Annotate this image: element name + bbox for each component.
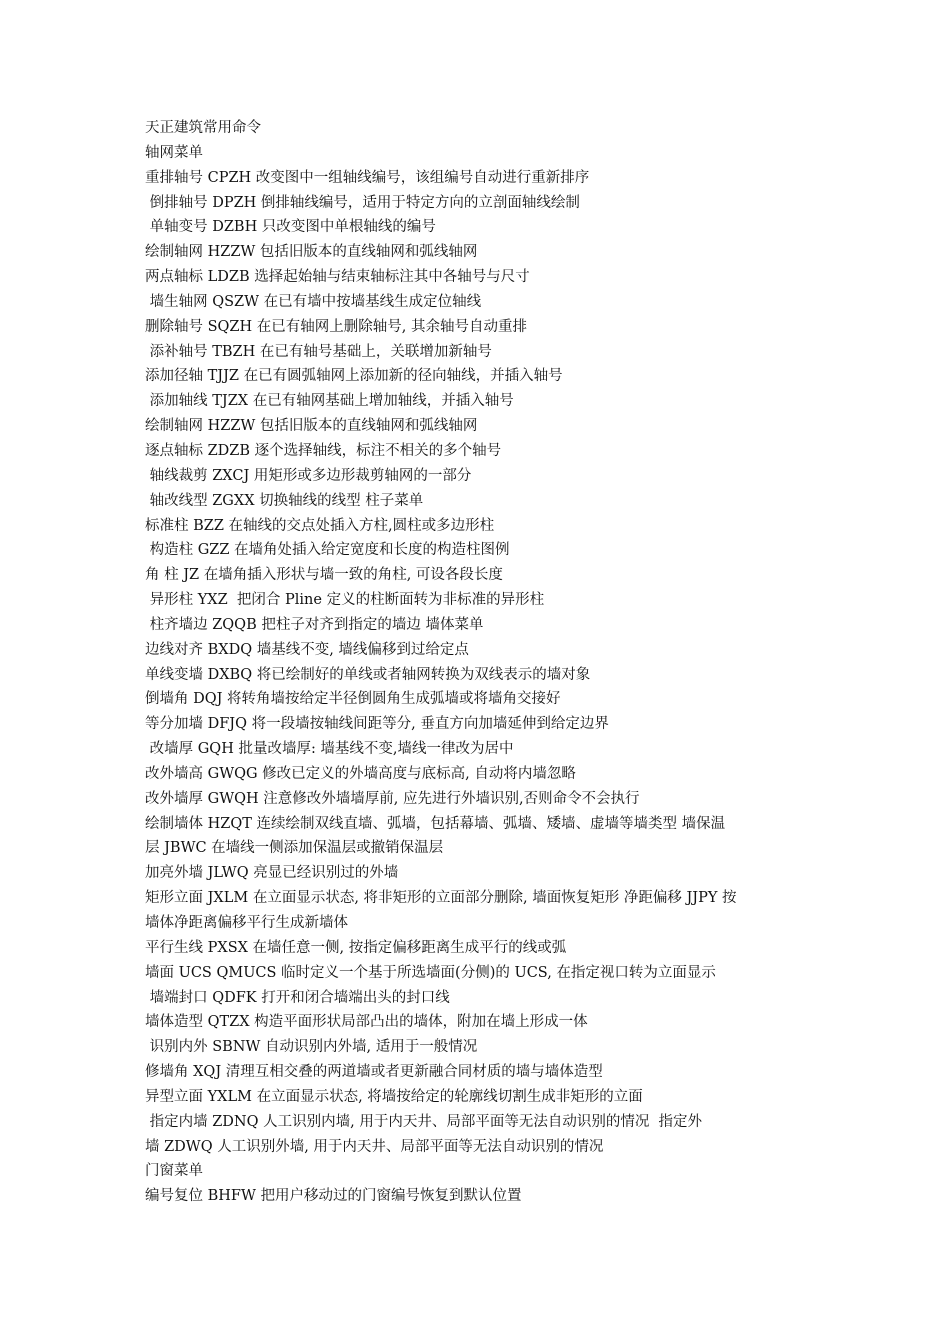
text-line: 墙 ZDWQ 人工识别外墙, 用于内天井、局部平面等无法自动识别的情况 [145, 1138, 604, 1155]
text-line: 倒墙角 DQJ 将转角墙按给定半径倒圆角生成弧墙或将墙角交接好 [145, 691, 561, 708]
text-line: 编号复位 BHFW 把用户移动过的门窗编号恢复到默认位置 [145, 1188, 522, 1205]
text-line: 添加轴线 TJZX 在已有轴网基础上增加轴线，并插入轴号 [145, 393, 514, 410]
text-line: 墙体净距离偏移平行生成新墙体 [145, 915, 348, 931]
text-line: 删除轴号 SQZH 在已有轴网上删除轴号, 其余轴号自动重排 [145, 318, 527, 335]
text-line: 墙体造型 QTZX 构造平面形状局部凸出的墙体，附加在墙上形成一体 [145, 1014, 588, 1031]
text-line: 平行生线 PXSX 在墙任意一侧, 按指定偏移距离生成平行的线或弧 [145, 939, 567, 956]
text-line: 改外墙厚 GWQH 注意修改外墙墙厚前, 应先进行外墙识别,否则命令不会执行 [145, 790, 640, 807]
text-line: 逐点轴标 ZDZB 逐个选择轴线，标注不相关的多个轴号 [145, 442, 502, 459]
text-line: 矩形立面 JXLM 在立面显示状态, 将非矩形的立面部分删除, 墙面恢复矩形 净距偏移 JJPY 按 [145, 890, 737, 907]
section-heading-door-window-menu: 门窗菜单 [145, 1163, 203, 1180]
text-line: 边线对齐 BXDQ 墙基线不变, 墙线偏移到过给定点 [145, 641, 469, 658]
text-line: 绘制轴网 HZZW 包括旧版本的直线轴网和弧线轴网 [145, 244, 478, 261]
text-line: 单轴变号 DZBH 只改变图中单根轴线的编号 [145, 219, 436, 236]
text-line: 倒排轴号 DPZH 倒排轴线编号，适用于特定方向的立剖面轴线绘制 [145, 194, 580, 211]
text-line: 轴改线型 ZGXX 切换轴线的线型 柱子菜单 [145, 492, 424, 509]
text-line: 异形柱 YXZ 把闭合 Pline 定义的柱断面转为非标准的异形柱 [145, 592, 545, 609]
text-line: 标准柱 BZZ 在轴线的交点处插入方柱,圆柱或多边形柱 [145, 517, 495, 534]
text-line: 构造柱 GZZ 在墙角处插入给定宽度和长度的构造柱图例 [145, 542, 510, 559]
text-line: 改墙厚 GQH 批量改墙厚: 墙基线不变,墙线一律改为居中 [145, 741, 514, 758]
text-line: 异型立面 YXLM 在立面显示状态, 将墙按给定的轮廓线切割生成非矩形的立面 [145, 1088, 643, 1105]
document-body [145, 116, 813, 1209]
text-line: 墙端封口 QDFK 打开和闭合墙端出头的封口线 [145, 989, 450, 1006]
section-heading-axis-menu: 轴网菜单 [145, 144, 203, 161]
text-line: 重排轴号 CPZH 改变图中一组轴线编号，该组编号自动进行重新排序 [145, 169, 590, 186]
text-line: 改外墙高 GWQG 修改已定义的外墙高度与底标高, 自动将内墙忽略 [145, 765, 576, 782]
text-line: 加亮外墙 JLWQ 亮显已经识别过的外墙 [145, 865, 399, 882]
text-line: 柱齐墙边 ZQQB 把柱子对齐到指定的墙边 墙体菜单 [145, 616, 484, 633]
text-line: 两点轴标 LDZB 选择起始轴与结束轴标注其中各轴号与尺寸 [145, 269, 530, 286]
text-line: 角 柱 JZ 在墙角插入形状与墙一致的角柱, 可设各段长度 [145, 567, 503, 584]
text-line: 修墙角 XQJ 清理互相交叠的两道墙或者更新融合同材质的墙与墙体造型 [145, 1064, 603, 1081]
text-line: 层 JBWC 在墙线一侧添加保温层或撤销保温层 [145, 840, 444, 857]
text-line: 等分加墙 DFJQ 将一段墙按轴线间距等分, 垂直方向加墙延伸到给定边界 [145, 716, 609, 733]
text-line: 单线变墙 DXBQ 将已绘制好的单线或者轴网转换为双线表示的墙对象 [145, 666, 591, 683]
text-line: 绘制轴网 HZZW 包括旧版本的直线轴网和弧线轴网 [145, 418, 478, 435]
text-line: 墙面 UCS QMUCS 临时定义一个基于所选墙面(分侧)的 UCS, 在指定视口转为立面显示 [145, 964, 716, 981]
text-line: 轴线裁剪 ZXCJ 用矩形或多边形裁剪轴网的一部分 [145, 467, 472, 484]
text-line: 识别内外 SBNW 自动识别内外墙, 适用于一般情况 [145, 1039, 478, 1056]
text-line: 指定内墙 ZDNQ 人工识别内墙, 用于内天井、局部平面等无法自动识别的情况 指定外 [145, 1113, 703, 1130]
text-line: 添加径轴 TJJZ 在已有圆弧轴网上添加新的径向轴线，并插入轴号 [145, 368, 563, 385]
text-line: 添补轴号 TBZH 在已有轴号基础上，关联增加新轴号 [145, 343, 492, 360]
text-line: 绘制墙体 HZQT 连续绘制双线直墙、弧墙，包括幕墙、弧墙、矮墙、虚墙等墙类型 墙保温 [145, 815, 726, 832]
text-line: 墙生轴网 QSZW 在已有墙中按墙基线生成定位轴线 [145, 293, 482, 310]
document-title: 天正建筑常用命令 [145, 120, 261, 136]
